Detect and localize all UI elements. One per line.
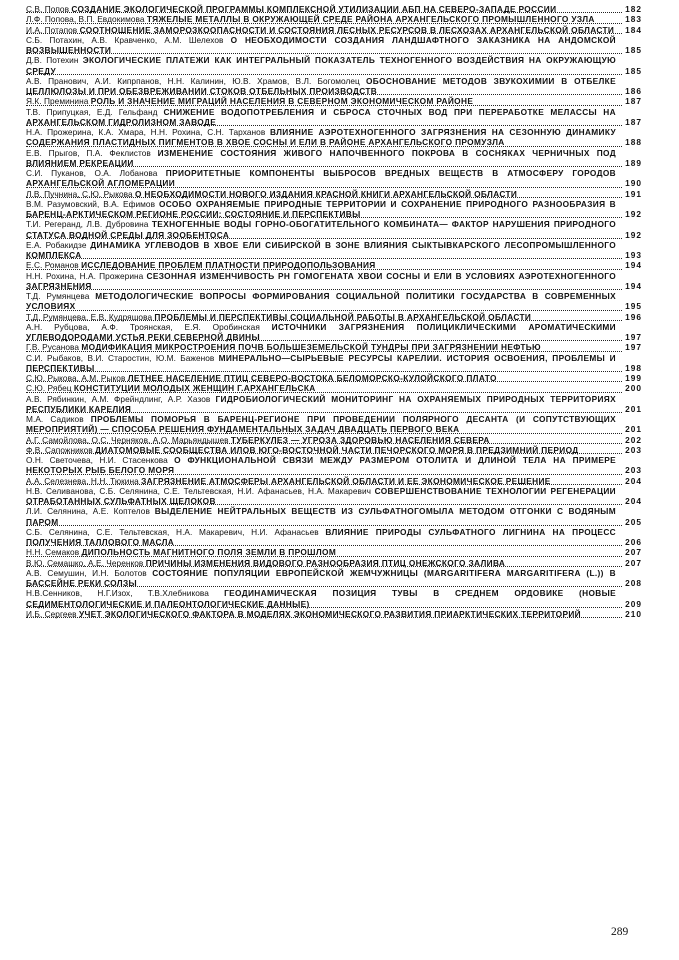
- entry-authors: Е.В. Прыгов, П.А. Феклистов: [26, 147, 151, 158]
- toc-entry: [26, 168, 642, 189]
- entry-page-number: 191: [625, 188, 642, 199]
- entry-authors: Л.В. Пучнина, С.Ю. Рыкова: [26, 188, 133, 199]
- entry-authors: Т.Д. Румянцева, Е.В. Кудряшова: [26, 311, 153, 322]
- entry-title: КОНСТИТУЦИИ МОЛОДЫХ ЖЕНЩИН Г.АРХАНГЕЛЬСКА: [73, 383, 316, 394]
- entry-text: [26, 547, 336, 557]
- entry-title: СОВЕРШЕНСТВОВАНИЕ ТЕХНОЛОГИИ РЕГЕНЕРАЦИИ ОТРАБОТАННЫХ СУЛЬФАТНЫХ ЩЕЛОКОВ: [26, 485, 616, 506]
- toc-entry: [26, 14, 642, 24]
- table-of-contents: [26, 4, 642, 619]
- entry-authors: В.М. Разумовский, В.А. Ефимов: [26, 198, 156, 209]
- entry-page-number: 194: [625, 260, 642, 271]
- entry-authors: Н.В. Селиванова, С.Б. Селянина, С.Е. Тельтевская, Н.И. Афанасьев, Н.А. Макаревич: [26, 485, 372, 496]
- toc-entry: [26, 373, 642, 383]
- entry-text: [26, 240, 616, 260]
- entry-title: ПРОБЛЕМЫ ПОМОРЬЯ В БАРЕНЦ-РЕГИОНЕ ПРИ ПРОВЕДЕНИИ ПОЛЯРНОГО ДЕСАНТА (И СОПУТСТВУЮЩИХ МЕРОПРИЯТИЙ) — СПОСОБА РЕШЕНИЯ ФУНДАМЕНТАЛЬНЫХ ЗАДАЧ ДВАДЦАТЬ ПЕРВОГО ВЕКА: [26, 414, 617, 435]
- entry-page-number: 183: [625, 14, 642, 25]
- entry-page-number: 182: [625, 4, 642, 14]
- entry-authors: Е.А. Робакидзе: [26, 239, 87, 250]
- entry-title: МЕТОДОЛОГИЧЕСКИЕ ВОПРОСЫ ФОРМИРОВАНИЯ СОЦИАЛЬНОЙ ПОЛИТИКИ ГОСУДАРСТВА В СОВРЕМЕННЫХ УСЛОВИЯХ: [26, 291, 616, 312]
- entry-authors: Т.И. Регеранд, Л.В. Дубровина: [26, 219, 149, 230]
- entry-page-number: 197: [625, 342, 642, 353]
- entry-text: [26, 609, 581, 619]
- entry-text: [26, 271, 616, 291]
- dot-leader: [26, 289, 642, 290]
- toc-entry: [26, 199, 642, 220]
- toc-entry: [26, 547, 642, 557]
- entry-text: [26, 383, 316, 393]
- entry-text: [26, 353, 616, 373]
- entry-title: О НЕОБХОДИМОСТИ СОЗДАНИЯ ЛАНДШАФТНОГО ЗАКАЗНИКА НА АНДОМСКОЙ ВОЗВЫШЕННОСТИ: [26, 34, 616, 55]
- dot-leader: [26, 310, 642, 311]
- entry-page-number: 194: [625, 280, 642, 291]
- entry-authors: Л.Ф. Попова, В.П. Евдокимова: [26, 14, 145, 25]
- entry-title: ТУБЕРКУЛЕЗ — УГРОЗА ЗДОРОВЬЮ НАСЕЛЕНИЯ СЕВЕРА: [230, 434, 490, 445]
- toc-entry: [26, 486, 642, 507]
- entry-authors: С.Ю. Рябец: [26, 383, 72, 394]
- entry-authors: С.И. Пуканов, О.А. Лобанова: [26, 168, 158, 178]
- toc-entry: [26, 435, 642, 445]
- entry-authors: С.Ю. Рыкова, А.М. Рыков: [26, 373, 126, 383]
- dot-leader: [26, 74, 642, 75]
- entry-page-number: 204: [625, 496, 642, 506]
- entry-page-number: 206: [625, 537, 642, 547]
- entry-text: [26, 35, 616, 55]
- entry-title: ЛЕТНЕЕ НАСЕЛЕНИЕ ПТИЦ СЕВЕРО-ВОСТОКА БЕЛОМОРСКО-КУЛОЙСКОГО ПЛАТО: [127, 373, 497, 383]
- entry-title: ПРИЧИНЫ ИЗМЕНЕНИЯ ВИДОВОГО РАЗНООБРАЗИЯ ПТИЦ ОНЕЖСКОГО ЗАЛИВА: [145, 557, 506, 568]
- entry-title: УЧЕТ ЭКОЛОГИЧЕСКОГО ФАКТОРА В МОДЕЛЯХ ЭКОНОМИЧЕСКОГО РАЗВИТИЯ ПРИАРКТИЧЕСКИХ ТЕРРИТОРИЙ: [78, 608, 581, 619]
- entry-authors: Н.Н. Семаков: [26, 547, 80, 558]
- entry-text: [26, 96, 473, 106]
- entry-page-number: 186: [625, 86, 642, 96]
- toc-entry: [26, 96, 642, 106]
- toc-entry: [26, 148, 642, 169]
- entry-page-number: 208: [625, 578, 642, 588]
- entry-text: [26, 4, 556, 14]
- entry-title: ДИНАМИКА УГЛЕВОДОВ В ХВОЕ ЕЛИ СИБИРСКОЙ В ЗОНЕ ВЛИЯНИЯ СЫКТЫВКАРСКОГО ЛЕСОПРОМЫШЛЕННОГО КОМПЛЕКСА: [26, 239, 616, 260]
- entry-title: СОСТОЯНИЕ ПОПУЛЯЦИИ ЕВРОПЕЙСКОЙ ЖЕМЧУЖНИЦЫ (MARGARITIFERA MARGARITIFERA (L.)) В БАССЕЙНЕ РЕКИ СОЛЗЫ: [26, 567, 616, 588]
- toc-entry: [26, 25, 642, 35]
- entry-text: [26, 455, 616, 475]
- entry-page-number: 198: [625, 362, 642, 373]
- entry-page-number: 187: [625, 116, 642, 127]
- entry-page-number: 197: [625, 332, 642, 342]
- entry-text: [26, 168, 616, 188]
- entry-authors: А.Н. Рубцова, А.Ф. Троянская, Е.Я. Оробинская: [26, 321, 260, 332]
- entry-page-number: 201: [625, 424, 642, 435]
- entry-title: СЕЗОННАЯ ИЗМЕНЧИВОСТЬ PH ГОМОГЕНАТА ХВОИ СОСНЫ И ЕЛИ В УСЛОВИЯХ АЭРОТЕХНОГЕННОГО ЗАГРЯЗНЕНИЯ: [26, 270, 616, 291]
- toc-entry: [26, 342, 642, 352]
- entry-title: ОБОСНОВАНИЕ МЕТОДОВ ЗВУКОХИМИИ В ОТБЕЛКЕ ЦЕЛЛЮЛОЗЫ И ПРИ ОБЕЗВРЕЖИВАНИИ СТОКОВ ОТБЕЛЬНЫХ ПРОИЗВОДСТВ: [26, 75, 616, 96]
- toc-entry: [26, 240, 642, 261]
- entry-text: [26, 14, 595, 24]
- entry-authors: Н.Н. Рохина, Н.А. Прожерина: [26, 270, 144, 281]
- entry-text: [26, 435, 490, 445]
- entry-authors: А.В. Рябинкин, А.М. Фрейндлинг, А.Р. Хазов: [26, 393, 211, 404]
- entry-title: РОЛЬ И ЗНАЧЕНИЕ МИГРАЦИЙ НАСЕЛЕНИЯ В СЕВЕРНОМ ЭКОНОМИЧЕСКОМ РАЙОНЕ: [90, 96, 474, 107]
- entry-page-number: 207: [625, 557, 642, 568]
- entry-text: [26, 588, 616, 608]
- entry-title: ИССЛЕДОВАНИЕ ПРОБЛЕМ ПЛАТНОСТИ ПРИРОДОПОЛЬЗОВАНИЯ: [81, 260, 376, 271]
- entry-page-number: 202: [625, 434, 642, 445]
- entry-authors: Г.В. Русанова: [26, 342, 80, 353]
- entry-text: [26, 291, 616, 311]
- entry-authors: Н.А. Прожерина, К.А. Хмара, Н.Н. Рохина, С.Н. Тарханов: [26, 127, 266, 137]
- entry-title: О ФУНКЦИОНАЛЬНОЙ СВЯЗИ МЕЖДУ РАЗМЕРОМ ОТОЛИТА И ДЛИНОЙ ТЕЛА НА ПРИМЕРЕ НЕКОТОРЫХ РЫБ БЕЛОГО МОРЯ: [26, 455, 616, 476]
- entry-authors: И.А. Потапов: [26, 24, 78, 35]
- toc-entry: [26, 455, 642, 476]
- entry-text: [26, 322, 616, 342]
- entry-page-number: 199: [625, 373, 642, 383]
- entry-page-number: 185: [625, 65, 642, 76]
- entry-page-number: 210: [625, 608, 642, 619]
- entry-text: [26, 414, 616, 434]
- entry-page-number: 201: [625, 403, 642, 414]
- entry-authors: А.В. Пранович, А.И. Кипрпанов, Н.Н. Калинин, Ю.В. Храмов, В.Л. Богомолец: [26, 75, 360, 86]
- toc-entry: [26, 609, 642, 619]
- toc-entry: [26, 76, 642, 97]
- entry-text: [26, 486, 616, 506]
- entry-page-number: 200: [625, 383, 642, 394]
- entry-text: [26, 568, 616, 588]
- toc-entry: [26, 568, 642, 589]
- dot-leader: [26, 371, 642, 372]
- entry-authors: С.Б. Потахин, А.В. Кравченко, А.М. Шелехов: [26, 34, 224, 45]
- entry-text: [26, 25, 614, 35]
- toc-entry: [26, 527, 642, 548]
- toc-entry: [26, 107, 642, 128]
- entry-text: [26, 445, 579, 455]
- entry-title: О НЕОБХОДИМОСТИ НОВОГО ИЗДАНИЯ КРАСНОЙ КНИГИ АРХАНГЕЛЬСКОЙ ОБЛАСТИ: [134, 188, 518, 199]
- entry-page-number: 207: [625, 547, 642, 558]
- entry-title: ГЕОДИНАМИЧЕСКАЯ ПОЗИЦИЯ ТУВЫ В СРЕДНЕМ ОРДОВИКЕ (НОВЫЕ СЕДИМЕНТОЛОГИЧЕСКИЕ И ПАЛЕОНТОЛОГИЧЕСКИЕ ДАННЫЕ): [26, 588, 616, 609]
- entry-page-number: 189: [625, 157, 642, 168]
- entry-title: ДИПОЛЬНОСТЬ МАГНИТНОГО ПОЛЯ ЗЕМЛИ В ПРОШЛОМ: [81, 547, 337, 558]
- entry-text: [26, 558, 505, 568]
- entry-text: [26, 373, 497, 383]
- entry-page-number: 190: [625, 178, 642, 189]
- entry-authors: Н.В.Сенников, Н.Г.Изох, Т.В.Хлебникова: [26, 588, 209, 599]
- entry-authors: С.В. Попов: [26, 4, 70, 14]
- entry-title: МОДИФИКАЦИЯ МИКРОСТРОЕНИЯ ПОЧВ БОЛЬШЕЗЕМЕЛЬСКОЙ ТУНДРЫ ПРИ ЗАГРЯЗНЕНИИ НЕФТЬЮ: [81, 342, 541, 353]
- entry-title: СООТНОШЕНИЕ ЗАМОРОЗКООПАСНОСТИ И СОСТОЯНИЯ ЛЕСНЫХ РЕСУРСОВ В ЛЕСХОЗАХ АРХАНГЕЛЬСКОЙ ОБЛАСТИ: [79, 24, 615, 35]
- toc-entry: [26, 558, 642, 568]
- entry-title: СНИЖЕНИЕ ВОДОПОТРЕБЛЕНИЯ И СБРОСА СТОЧНЫХ ВОД ПРИ ПЕРЕРАБОТКЕ МЕЛАССЫ НА АРХАНГЕЛЬСКОМ ГИДРОЛИЗНОМ ЗАВОДЕ: [26, 106, 616, 127]
- entry-text: [26, 127, 616, 147]
- entry-text: [26, 312, 531, 322]
- toc-entry: [26, 394, 642, 415]
- entry-authors: О.Н. Светочева, Н.И. Стасенкова: [26, 455, 168, 465]
- entry-text: [26, 527, 616, 547]
- toc-entry: [26, 353, 642, 374]
- entry-authors: Т.В. Припуцкая, Е.Д. Гельфанд: [26, 106, 158, 117]
- entry-title: ВЛИЯНИЕ АЭРОТЕХНОГЕННОГО ЗАГРЯЗНЕНИЯ НА СЕЗОННУЮ ДИНАМИКУ СОДЕРЖАНИЯ ПЛАСТИДНЫХ ПИГМЕНТОВ В ХВОЕ СОСНЫ И ЕЛИ В РАЙОНЕ АРХАНГЕЛЬСКОГО ПРОМУЗЛА: [26, 127, 616, 148]
- entry-title: ДИАТОМОВЫЕ СООБЩЕСТВА ИЛОВ ЮГО-ВОСТОЧНОЙ ЧАСТИ ПЕЧОРСКОГО МОРЯ В ПРЕДЗИМНИЙ ПЕРИОД: [95, 444, 579, 455]
- toc-entry: [26, 506, 642, 527]
- entry-page-number: 203: [625, 444, 642, 455]
- entry-title: ЭКОЛОГИЧЕСКИЕ ПЛАТЕЖИ КАК ИНТЕГРАЛЬНЫЙ ПОКАЗАТЕЛЬ ТЕХНОГЕННОГО ВОЗДЕЙСТВИЯ НА ОКРУЖАЮЩУЮ СРЕДУ: [26, 55, 616, 76]
- toc-entry: [26, 260, 642, 270]
- entry-text: [26, 260, 376, 270]
- entry-text: [26, 394, 616, 414]
- entry-authors: Л.И. Селянина, А.Е. Коптелов: [26, 506, 150, 517]
- entry-text: [26, 148, 616, 168]
- toc-entry: [26, 414, 642, 435]
- entry-page-number: 192: [625, 209, 642, 219]
- toc-entry: [26, 219, 642, 240]
- entry-page-number: 193: [625, 250, 642, 260]
- entry-authors: С.Б. Селянина, С.Е. Тельтевская, Н.А. Макаревич, Н.И. Афанасьев: [26, 526, 319, 537]
- entry-text: [26, 506, 616, 526]
- toc-entry: [26, 35, 642, 56]
- entry-title: ИЗМЕНЕНИЕ СОСТОЯНИЯ ЖИВОГО НАПОЧВЕННОГО ПОКРОВА В СОСНЯКАХ ЧЕРНИЧНЫХ ПОД ВЛИЯНИЕМ РЕКРЕАЦИИ: [26, 147, 617, 168]
- toc-entry: [26, 4, 642, 14]
- entry-text: [26, 199, 616, 219]
- toc-entry: [26, 127, 642, 148]
- entry-text: [26, 476, 551, 486]
- entry-title: ПРИОРИТЕТНЫЕ КОМПОНЕНТЫ ВЫБРОСОВ ВРЕДНЫХ ВЕЩЕСТВ В АТМОСФЕРУ ГОРОДОВ АРХАНГЕЛЬСКОЙ АГЛОМЕРАЦИИ: [26, 168, 616, 189]
- entry-authors: А.Г. Самойлова, О.С. Черняков, А.О. Марьяндышев: [26, 434, 229, 445]
- entry-page-number: 184: [625, 24, 642, 35]
- entry-title: ТЕХНОГЕННЫЕ ВОДЫ ГОРНО-ОБОГАТИТЕЛЬНОГО КОМБИНАТА— ФАКТОР НАРУШЕНИЯ ПРИРОДНОГО СТАТУСА ВОДНОЙ СРЕДЫ ДЛЯ ЗООБЕНТОСА: [26, 219, 616, 240]
- entry-title: СОЗДАНИЕ ЭКОЛОГИЧЕСКОЙ ПРОГРАММЫ КОМПЛЕКСНОЙ УТИЛИЗАЦИИ АБП НА СЕВЕРО-ЗАПАДЕ РОССИИ: [71, 4, 557, 14]
- toc-entry: [26, 312, 642, 322]
- entry-title: ГИДРОБИОЛОГИЧЕСКИЙ МОНИТОРИНГ НА ОХРАНЯЕМЫХ ПРИРОДНЫХ ТЕРРИТОРИЯХ РЕСПУБЛИКИ КАРЕЛИЯ: [26, 393, 616, 414]
- toc-entry: [26, 476, 642, 486]
- entry-authors: Д.В. Потехин: [26, 55, 79, 66]
- entry-authors: Я.К. Преминина: [26, 96, 89, 107]
- entry-page-number: 192: [625, 229, 642, 240]
- toc-entry: [26, 189, 642, 199]
- toc-entry: [26, 445, 642, 455]
- entry-page-number: 188: [625, 137, 642, 148]
- toc-entry: [26, 588, 642, 609]
- entry-authors: Т.Д. Румянцева: [26, 291, 90, 301]
- entry-title: ТЯЖЕЛЫЕ МЕТАЛЛЫ В ОКРУЖАЮЩЕЙ СРЕДЕ РАЙОНА АРХАНГЕЛЬСКОГО ПРОМЫШЛЕННОГО УЗЛА: [146, 14, 595, 25]
- entry-title: ОСОБО ОХРАНЯЕМЫЕ ПРИРОДНЫЕ ТЕРРИТОРИИ И СОХРАНЕНИЕ ПРИРОДНОГО РАЗНООБРАЗИЯ В БАРЕНЦ-АРКТИЧЕСКОМ РЕГИОНЕ РОССИИ: СОСТОЯНИЕ И ПЕРСПЕКТИВЫ: [26, 198, 616, 219]
- toc-entry: [26, 291, 642, 312]
- entry-page-number: 205: [625, 516, 642, 527]
- entry-authors: М.А. Садиков: [26, 414, 84, 424]
- entry-page-number: 187: [625, 96, 642, 107]
- entry-page-number: 204: [625, 475, 642, 486]
- toc-entry: [26, 55, 642, 76]
- entry-text: [26, 76, 616, 96]
- entry-text: [26, 219, 616, 239]
- entry-page-number: 195: [625, 301, 642, 312]
- entry-page-number: 209: [625, 598, 642, 609]
- entry-authors: В.Ю. Семашко, А.Е. Черенков: [26, 557, 144, 568]
- entry-title: ПРОБЛЕМЫ И ПЕРСПЕКТИВЫ СОЦИАЛЬНОЙ РАБОТЫ В АРХАНГЕЛЬСКОЙ ОБЛАСТИ: [154, 311, 532, 322]
- entry-text: [26, 342, 541, 352]
- toc-entry: [26, 271, 642, 292]
- entry-authors: А.В. Семушин, И.Н. Болотов: [26, 567, 147, 578]
- entry-page-number: 203: [625, 465, 642, 476]
- entry-text: [26, 189, 517, 199]
- entry-authors: И.Б. Сергеев: [26, 608, 77, 619]
- entry-authors: С.И. Рыбаков, В.И. Старостин, Ю.М. Баженов: [26, 352, 215, 363]
- entry-page-number: 196: [625, 311, 642, 322]
- entry-text: [26, 107, 616, 127]
- dot-leader: [26, 525, 642, 526]
- entry-authors: Е.С. Романов: [26, 260, 79, 271]
- page-number: 289: [611, 926, 629, 938]
- entry-page-number: 185: [625, 45, 642, 55]
- entry-title: МИНЕРАЛЬНО—СЫРЬЕВЫЕ РЕСУРСЫ КАРЕЛИИ. ИСТОРИЯ ОСВОЕНИЯ, ПРОБЛЕМЫ И ПЕРСПЕКТИВЫ: [26, 352, 616, 373]
- toc-entry: [26, 322, 642, 343]
- entry-title: ЗАГРЯЗНЕНИЕ АТМОСФЕРЫ АРХАНГЕЛЬСКОЙ ОБЛАСТИ И ЕЕ ЭКОНОМИЧЕСКОЕ РЕШЕНИЕ: [141, 475, 551, 486]
- entry-title: ВЛИЯНИЕ ПРИРОДЫ СУЛЬФАТНОГО ЛИГНИНА НА ПРОЦЕСС ПОЛУЧЕНИЯ ТАЛЛОВОГО МАСЛА: [26, 526, 616, 547]
- entry-authors: Ф.В. Сапожников: [26, 444, 93, 455]
- entry-title: ВЫДЕЛЕНИЕ НЕЙТРАЛЬНЫХ ВЕЩЕСТВ ИЗ СУЛЬФАТНОГОМЫЛА МЕТОДОМ ОТГОНКИ С ВОДЯНЫМ ПАРОМ: [26, 506, 617, 527]
- entry-title: ИСТОЧНИКИ ЗАГРЯЗНЕНИЯ ПОЛИЦИКЛИЧЕСКИМИ АРОМАТИЧЕСКИМИ УГЛЕВОДОРОДАМИ УСТЬЯ РЕКИ СЕВЕРНОЙ ДВИНЫ: [26, 321, 616, 342]
- toc-entry: [26, 383, 642, 393]
- entry-authors: А.А. Селезнева, Н.Н. Тюкина: [26, 475, 139, 486]
- entry-text: [26, 55, 616, 75]
